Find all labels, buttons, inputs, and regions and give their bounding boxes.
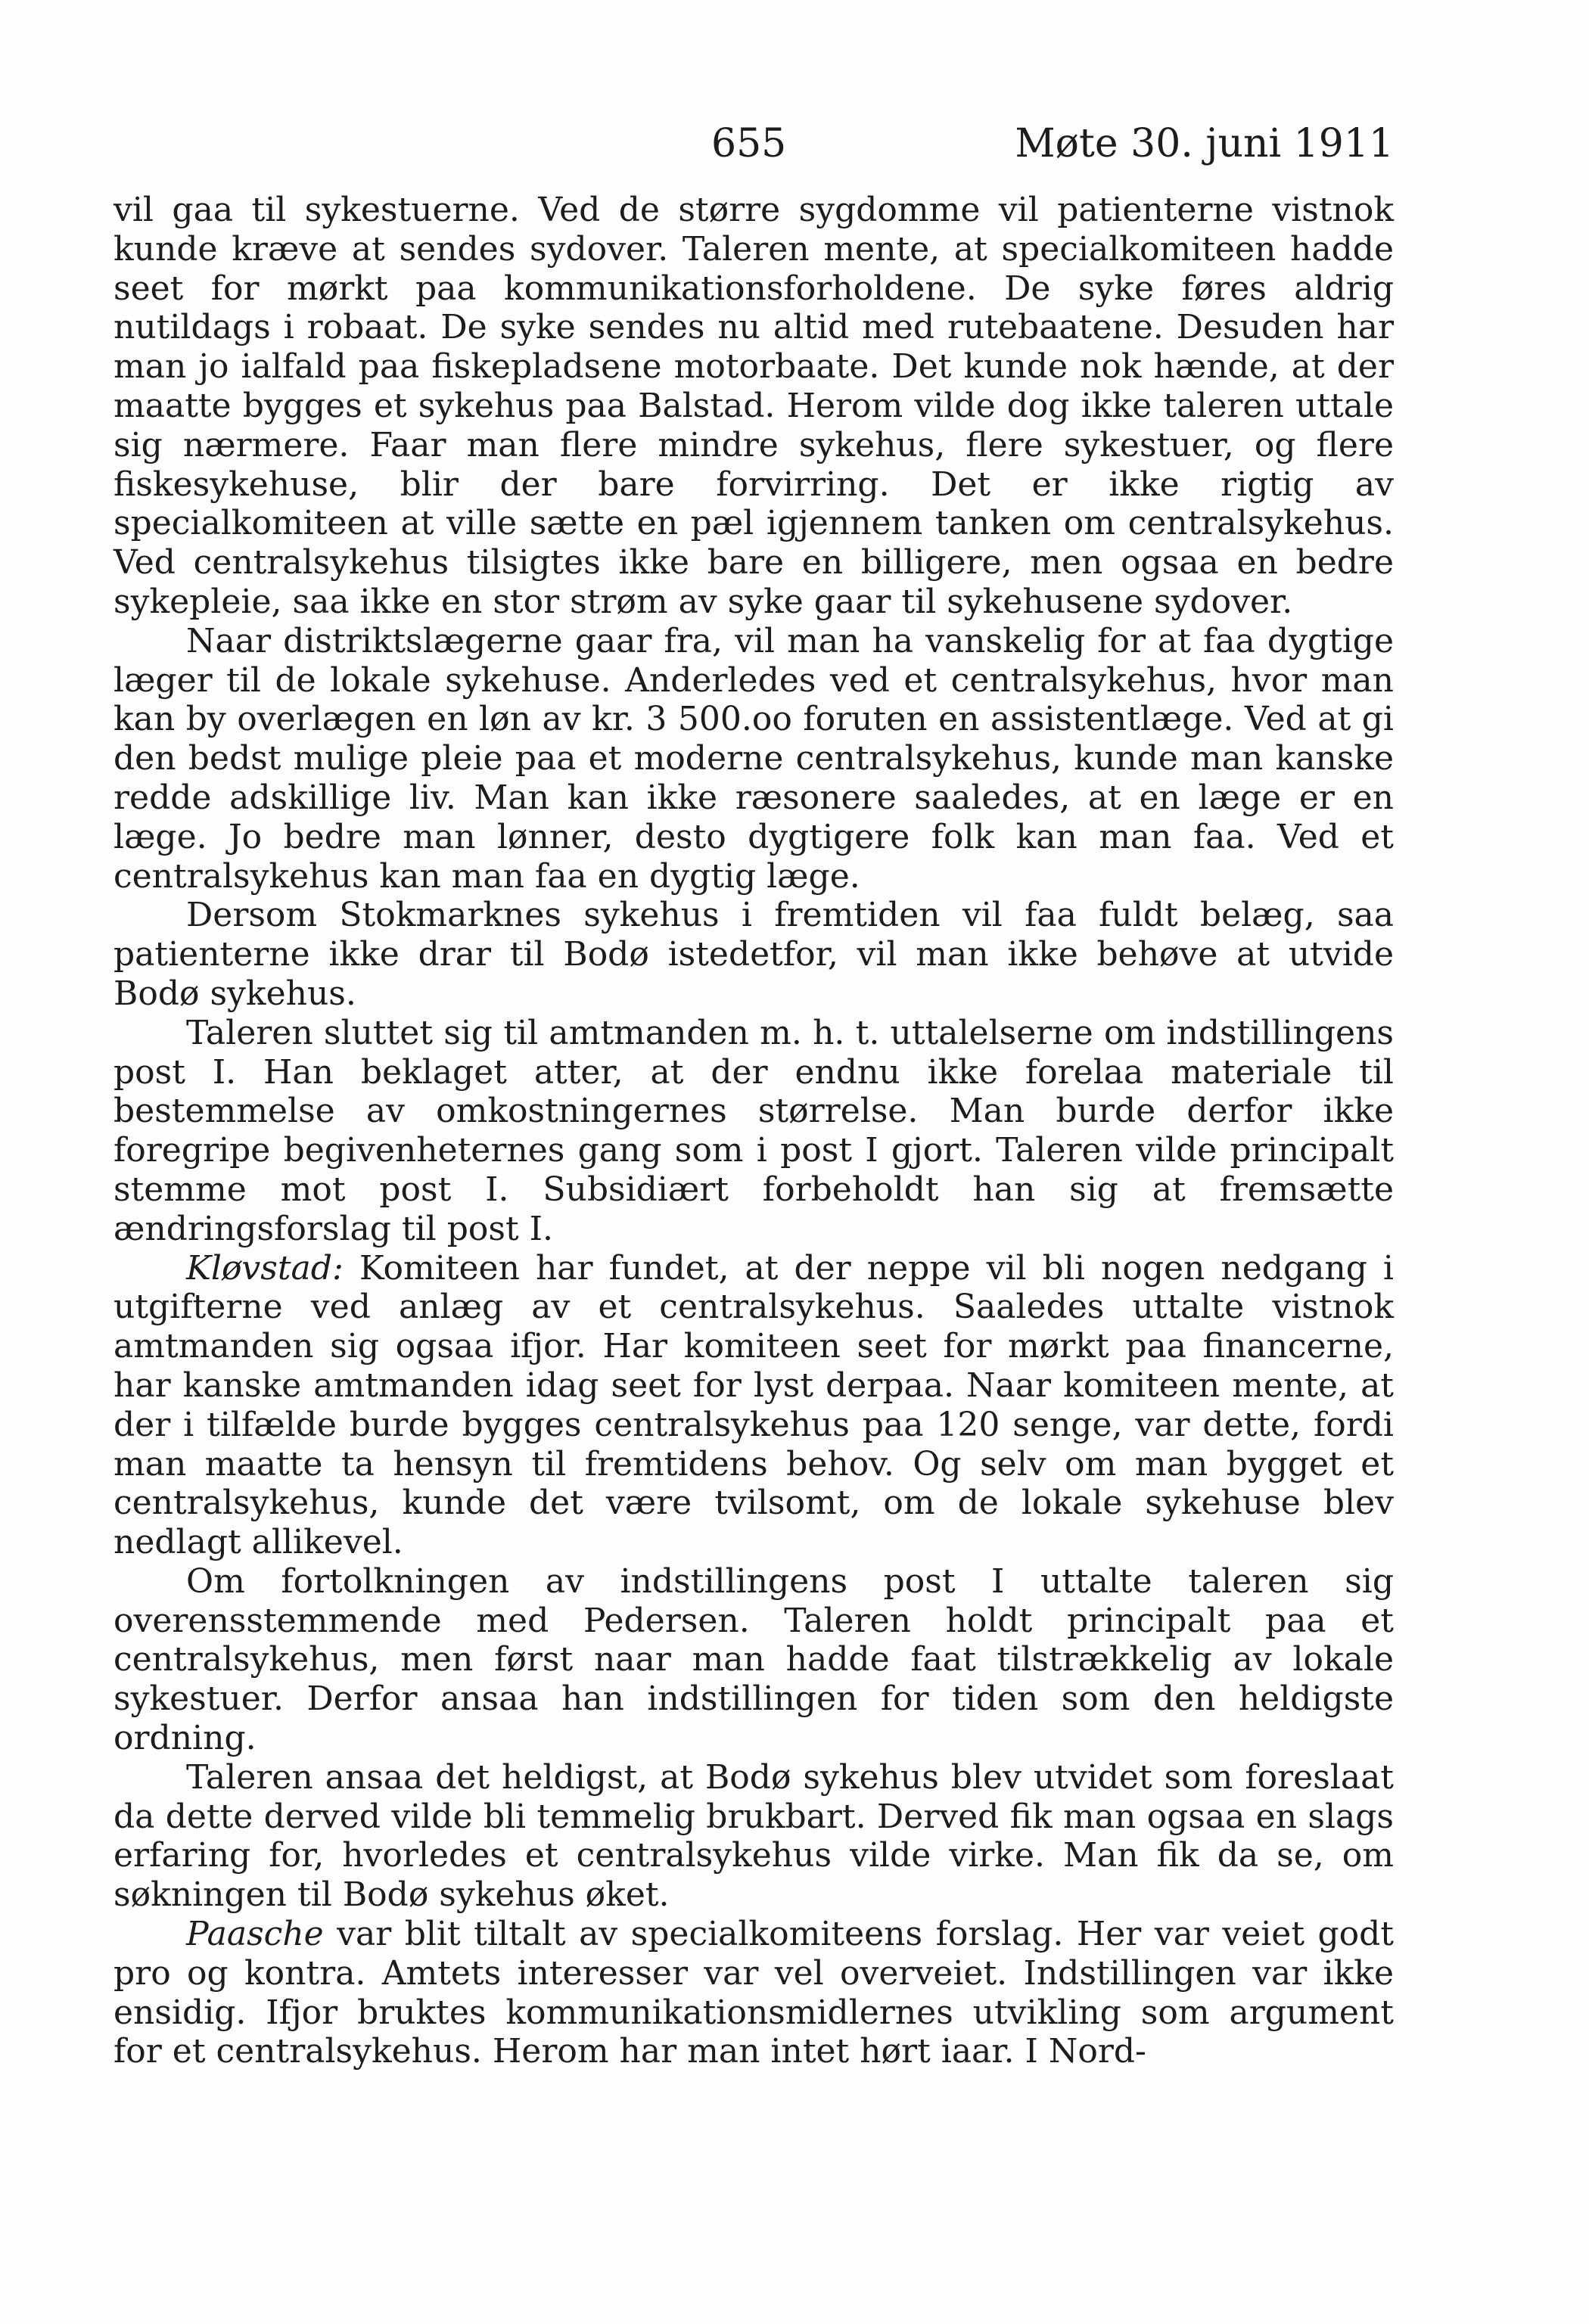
paragraph-text: Dersom Stokmarknes sykehus i fremtiden vil faa fuldt belæg, saa patienterne ikke drar til Bodø istedetfor, vil man ikke behøve at utvide Bodø sykehus.: [114, 896, 1394, 1013]
paragraph-text: Taleren sluttet sig til amtmanden m. h. t. uttalelserne om indstillingens post I. Han beklaget atter, at der endnu ikke forelaa materiale til bestemmelse av omkostningernes størrelse. Man burde derfor ikke foregripe begivenheternes gang som i post I gjort. Taleren vilde principalt stemme mot post I. Subsidiært forbeholdt han sig at fremsætte ændringsforslag til post I.: [114, 1013, 1394, 1248]
paragraph-text: Naar distriktslægerne gaar fra, vil man ha vanskelig for at faa dygtige læger til de lokale sykehuse. Anderledes ved et centralsykehus, hvor man kan by overlægen en løn av kr. 3 500.oo foruten en assistentlæge. Ved at gi den bedst mulige pleie paa et moderne centralsykehus, kunde man kanske redde adskillige liv. Man kan ikke ræsonere saaledes, at en læge er en læge. Jo bedre man lønner, desto dygtigere folk kan man faa. Ved et centralsykehus kan man faa en dygtig læge.: [114, 621, 1394, 896]
paragraph-text: Om fortolkningen av indstillingens post I uttalte taleren sig overensstemmende med Pedersen. Taleren holdt principalt paa et centralsykehus, men først naar man hadde faat tilstrækkelig av lokale sykestuer. Derfor ansaa han indstillingen for tiden som den heldigste ordning.: [114, 1561, 1394, 1758]
paragraph: [114, 1249, 1394, 1562]
paragraph: [114, 191, 1394, 622]
paragraph: [114, 1758, 1394, 1915]
page-header: [114, 113, 1394, 174]
running-head: Møte 30. juni 1911: [1015, 121, 1394, 166]
paragraph-text: vil gaa til sykestuerne. Ved de større sygdomme vil patienterne vistnok kunde kræve at sendes sydover. Taleren mente, at specialkomiteen hadde seet for mørkt paa kommunikationsforholdene. De syke føres aldrig nutildags i robaat. De syke sendes nu altid med rutebaatene. Desuden har man jo ialfald paa fiskepladsene motorbaate. Det kunde nok hænde, at der maatte bygges et sykehus paa Balstad. Herom vilde dog ikke taleren uttale sig nærmere. Faar man flere mindre sykehus, flere sykestuer, og flere fiskesykehuse, blir der bare forvirring. Det er ikke rigtig av specialkomiteen at ville sætte en pæl igjennem tanken om centralsykehus. Ved centralsykehus tilsigtes ikke bare en billigere, men ogsaa en bedre sykepleie, saa ikke en stor strøm av syke gaar til sykehusene sydover.: [114, 191, 1394, 621]
paragraph-text: Taleren ansaa det heldigst, at Bodø sykehus blev utvidet som foreslaat da dette derved vilde bli temmelig brukbart. Derved fik man ogsaa en slags erfaring for, hvorledes et centralsykehus vilde virke. Man fik da se, om søkningen til Bodø sykehus øket.: [114, 1757, 1394, 1915]
paragraph: [114, 1014, 1394, 1249]
paragraph: [114, 1915, 1394, 2071]
paragraph: [114, 896, 1394, 1013]
speaker-name: Kløvstad:: [186, 1248, 344, 1288]
paragraph-text: var blit tiltalt av specialkomiteens forslag. Her var veiet godt pro og kontra. Amtets interesser var vel overveiet. Indstillingen var ikke ensidig. Ifjor bruktes kommunikationsmidlernes utvikling som argument for et centralsykehus. Herom har man intet hørt iaar. I Nord-: [114, 1915, 1394, 2071]
paragraph: [114, 1562, 1394, 1758]
paragraph-text: Komiteen har fundet, at der neppe vil bli nogen nedgang i utgifterne ved anlæg av et centralsykehus. Saaledes uttalte vistnok amtmanden sig ogsaa ifjor. Har komiteen seet for mørkt paa financerne, har kanske amtmanden idag seet for lyst derpaa. Naar komiteen mente, at der i tilfælde burde bygges centralsykehus paa 120 senge, var dette, fordi man maatte ta hensyn til fremtidens behov. Og selv om man bygget et centralsykehus, kunde det være tvilsomt, om de lokale sykehuse blev nedlagt allikevel.: [114, 1248, 1394, 1562]
paragraph: [114, 622, 1394, 896]
page-number: 655: [711, 121, 787, 166]
speaker-name: Paasche: [186, 1915, 324, 1954]
body-text: [114, 191, 1394, 2071]
